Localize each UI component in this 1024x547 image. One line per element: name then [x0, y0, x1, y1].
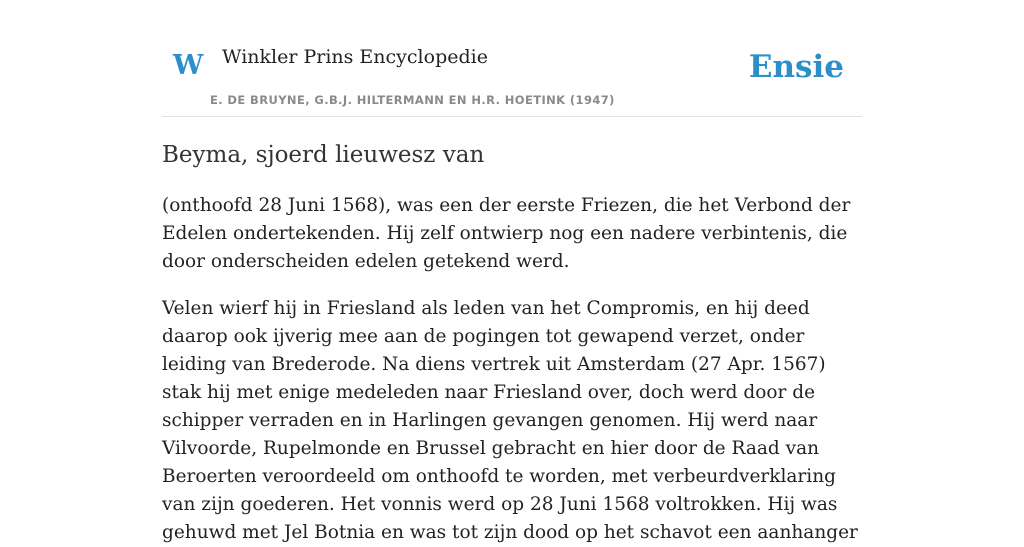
book-title-link[interactable]: Winkler Prins Encyclopedie [222, 46, 488, 68]
article-content [162, 138, 862, 547]
article-paragraph: (onthoofd 28 Juni 1568), was een der eerste Friezen, die het Verbond der Edelen ondertekenden. Hij zelf ontwierp nog een nadere verbintenis, die door onderscheiden edelen getekend werd. [162, 195, 851, 272]
book-header [162, 0, 862, 117]
article-paragraph: Velen wierf hij in Friesland als leden van het Compromis, en hij deed daarop ook ijverig mee aan de pogingen tot gewapend verzet, onder leiding van Brederode. Na diens vertrek uit Amsterdam (27 Apr. 1567) stak hij met enige medeleden naar Friesland over, doch werd door de schipper verraden en in Harlingen gevangen genomen. Hij werd naar Vilvoorde, Rupelmonde en Brussel gebracht en hier door de Raad van Beroerten veroordeeld om onthoofd te worden, met verbeurdverklaring van zijn goederen. Het vonnis werd op 28 Juni 1568 voltrokken. Hij was gehuwd met Jel Botnia en was tot zijn dood op het schavot een aanhanger [162, 298, 858, 543]
article-title: Beyma, sjoerd lieuwesz van [162, 142, 485, 168]
encyclopedia-logo-icon[interactable]: W [173, 50, 204, 81]
ensie-brand-logo[interactable]: Ensie [748, 49, 844, 85]
book-authors: E. DE BRUYNE, G.B.J. HILTERMANN EN H.R. HOETINK (1947) [210, 93, 615, 107]
